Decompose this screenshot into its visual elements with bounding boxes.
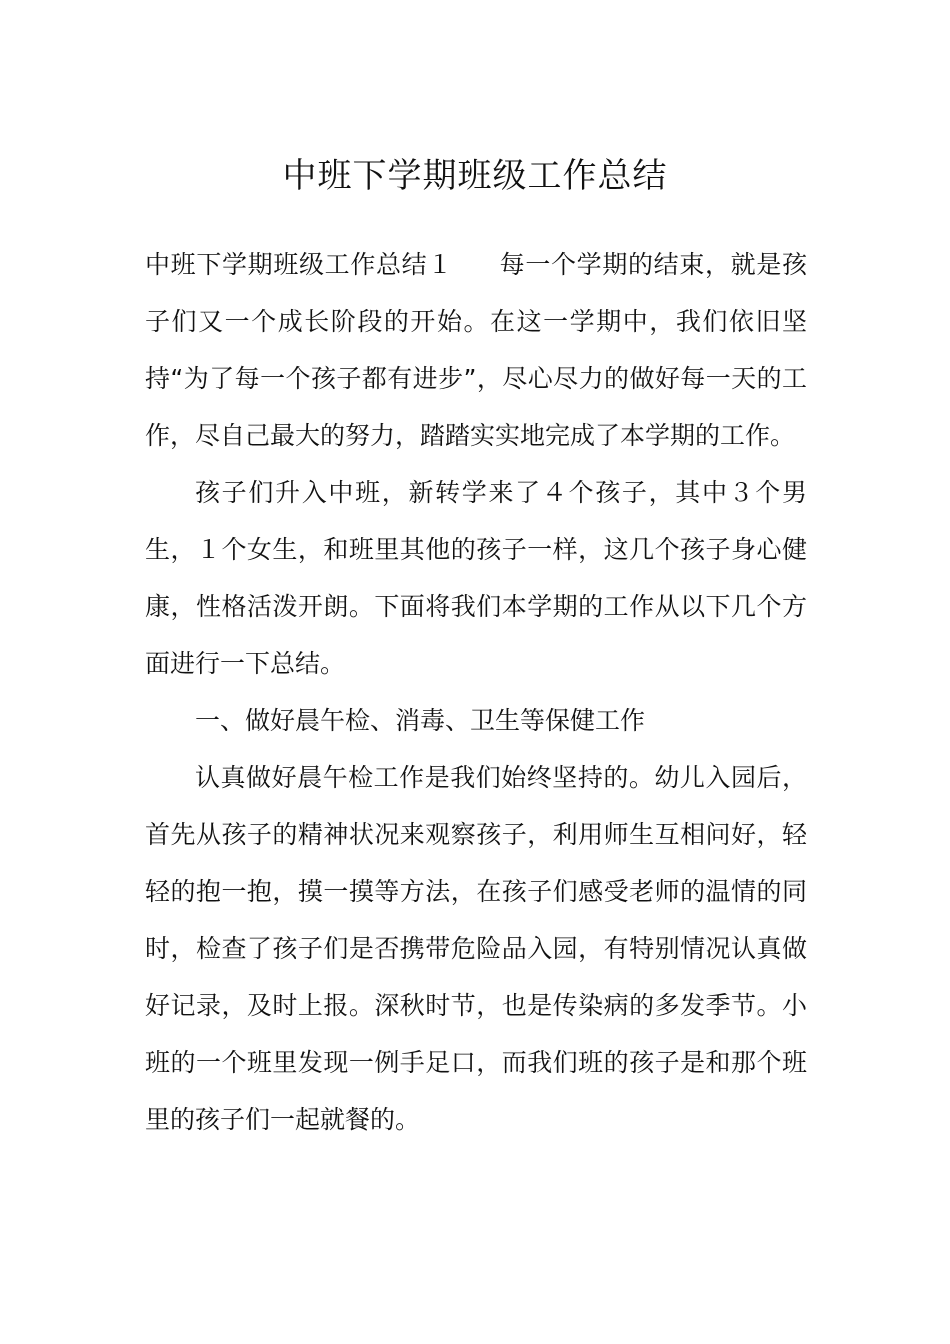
paragraph-1: [145, 236, 807, 464]
paragraph-2: 孩子们升入中班，新转学来了４个孩子，其中３个男生，１个女生，和班里其他的孩子一样，这几个孩子身心健康，性格活泼开朗。下面将我们本学期的工作从以下几个方面进行一下总结。: [145, 478, 807, 678]
paragraph-1-text: 每一个学期的结束，就是孩子们又一个成长阶段的开始。在这一学期中，我们依旧坚持“为了每一个孩子都有进步”，尽心尽力的做好每一天的工作，尽自己最大的努力，踏踏实实地完成了本学期的工作。: [145, 250, 807, 450]
document-body: [145, 236, 807, 1148]
paragraph-4: 认真做好晨午检工作是我们始终坚持的。幼儿入园后，首先从孩子的精神状况来观察孩子，利用师生互相问好，轻轻的抱一抱，摸一摸等方法，在孩子们感受老师的温情的同时，检查了孩子们是否携带危险品入园，有特别情况认真做好记录，及时上报。深秋时节，也是传染病的多发季节。小班的一个班里发现一例手足口，而我们班的孩子是和那个班里的孩子们一起就餐的。: [145, 763, 807, 1134]
document-title: 中班下学期班级工作总结: [282, 156, 668, 196]
paragraph-3: 一、做好晨午检、消毒、卫生等保健工作: [195, 706, 646, 735]
section-heading: 中班下学期班级工作总结１: [145, 250, 453, 279]
